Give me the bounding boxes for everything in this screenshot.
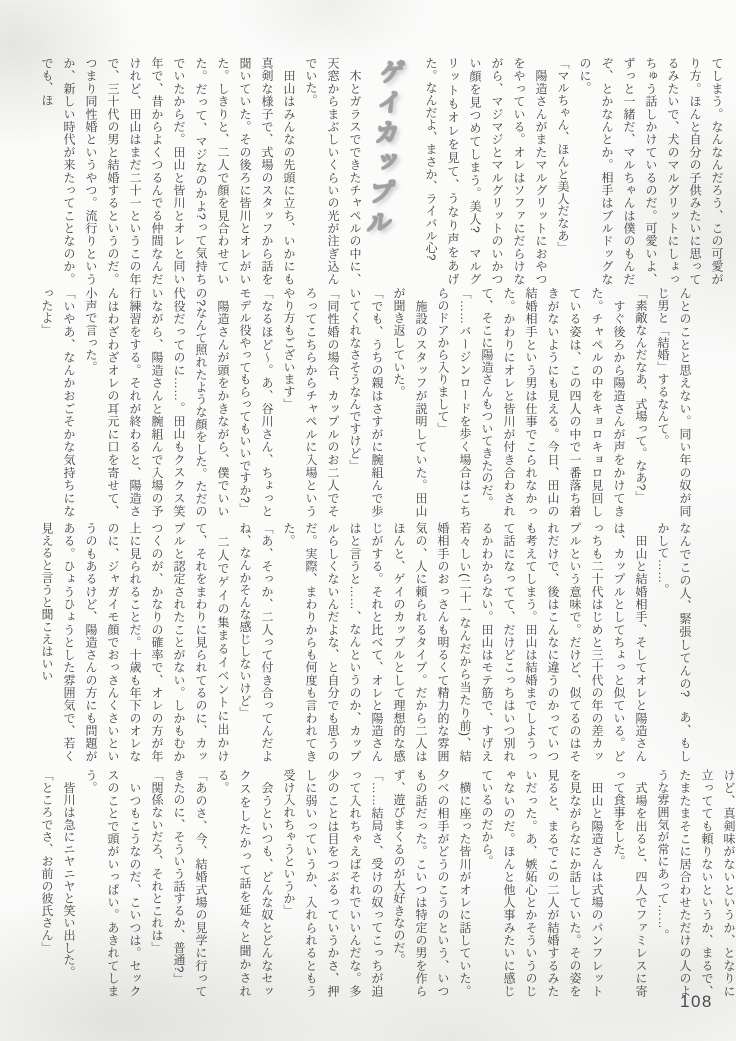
paragraph: 陽造さんが頭をかきながら、僕でいいの?なんて照れたような顔をした。ただの代役だってのに……。田山もクスクス笑いながら、陽造さんと腕組んで入場の予行練習をする。それが終わると、陽造さんはわざわざオレの耳元に口を寄せて、小声で言った。 — [84, 287, 230, 517]
paragraph: 木とガラスでできたチャペルの中に、天窓からまぶしいくらいの光が注ぎ込んでいた。 — [304, 57, 362, 285]
paragraph: 施設のスタッフが説明していた。田山が聞き返していた。 — [392, 287, 428, 517]
band-1-after-title — [36, 57, 366, 285]
paragraph: 「ところでさ、お前の彼氏さん」 — [40, 769, 54, 954]
paragraph: 会うといつも、どんな奴とどんなセックスをしたかって話を延々と聞かされる。 — [216, 769, 274, 997]
text-band-1 — [36, 57, 728, 285]
paragraph: なんでこの人、緊張してんの? あ、もしかして……。 — [656, 522, 692, 762]
paragraph: 「マルちゃん、ほんと美人だなあ」 — [556, 57, 570, 254]
paragraph: 「関係ないだろ、それとこれは」 — [150, 769, 164, 954]
text-band-2 — [36, 287, 696, 517]
page-content — [36, 57, 736, 997]
band-1-before-title — [420, 57, 728, 285]
paragraph: いつもこうなのだ、こいつは。セックスのことで頭がいっぱい。あきれてしまう。 — [84, 769, 142, 997]
paragraph: 「あ、そっか、二人って付き合ってんだよね、なんかそんな感じしないけど」 — [238, 522, 274, 762]
paragraph: 「あのさ、今、結婚式場の見学に行ってきたのに、そういう話するか、普通?」 — [172, 769, 208, 997]
text-band-4 — [36, 769, 736, 997]
text-band-3 — [36, 522, 696, 762]
paragraph: 式場を出ると、四人でファミレスに寄って食事をした。 — [612, 769, 648, 997]
paragraph: 皆川は急にニヤニヤと笑い出した。 — [62, 769, 76, 979]
paragraph: 「素敵なんだなあ、式場って。なあ?」 — [634, 287, 648, 504]
paragraph: んとのことと思えない。同い年の奴が同じ男と「結婚」するなんて。 — [656, 287, 692, 517]
paragraph: 田山はみんなの先頭に立ち、いかにも真剣な様子で、式場のスタッフから話を聞いていた。その後ろに皆川とオレがいた。しきりと、二人で顔を見合わせていた。だって、マジなのかよ?って気持ちでいたからだ。田山と皆川とオレと同い年で、昔からよくつるんでる仲間なんだけれど、田山はまだ二十一というこの年で、三十代の男と結婚するというのだ。つまり同性婚というやつ。流行りというか、新しい時代が来たってことなのか。でも、ほ — [40, 57, 296, 285]
paragraph: 「……結局さ、受けの奴ってこっちが迫って入れちゃえばそれでいいんだな。多少のことは目をつぶるっていうかさ、押しに弱いっていうか、入れられるともう受け入れちゃうというか」 — [282, 769, 384, 997]
paragraph: 「……バージンロードを歩く場合はこちらのドアから入りまして」 — [436, 287, 472, 517]
section-title: ゲイカップル — [362, 59, 406, 239]
paragraph: 「同性婚の場合、カップルのお二人でそろってこちらからチャペルに入場というやり方もございます」 — [282, 287, 340, 517]
paragraph: 「でも、うちの親はさすがに腕組んで歩いてくれなさそうなんですけど」 — [348, 287, 384, 517]
paragraph: 横に座った皆川がオレに話していた。夕べの相手がどうのこうのという、いつもの話だった。こいつは特定の男を作らず、遊びまくるのが大好きなのだ。 — [392, 769, 472, 997]
paragraph: すぐ後ろから陽造さんが声をかけてきた。チャペルの中をキョロキョロ見回している姿は、この四人の中で一番落ち着きがないようにも見える。今日、田山の結婚相手という男は仕事でこられなかった。かわりにオレと皆川が付き合わされて、そこに陽造さんもついてきたのだ。 — [480, 287, 626, 517]
paragraph: てしまう。なんなんだろう、この可愛がり方。ほんと自分の子供みたいに思ってるみたいで、犬のマルグリットにしょっちゅう話しかけているのだ。可愛いよ、ずっと一緒だ、マルちゃんは僕のもんだぞ、とかなんとか。相手はブルドッグなのに。 — [578, 57, 724, 285]
paragraph: けど、真剣味がないというか、となりに立ってても頼りないというか、まるで、たまたまそこに居合わせただけの人のような雰囲気が常にあって……。 — [656, 769, 736, 997]
paragraph: 二人でゲイの集まるイベントに出かけて、それをまわりに見られてるのに、カップルと認定されたことがない。しかもむかつくのが、かなりの確率で、オレの方が年上に見られることだ。十歳も年下のオレなのに、ジャガイモ顔でおっさんくさいというのもあるけど、陽造さんの方にも問題がある。ひょうひょうとした雰囲気で、若く見えると言うと聞こえはいい — [40, 522, 230, 762]
paragraph: 陽造さんがまたマルグリットにおやつをやっている。オレはソファにだらけながら、マジマジとマルグリットのいかつい顔を見つめてしまう。美人? マルグリットもオレを見て、うなり声をあげた。なんだよ、まさか、ライバル心? — [424, 57, 548, 285]
paragraph: 「なるほど〜。あ、谷川さん、ちょっとモデル役やってもらってもいいですか?」 — [238, 287, 274, 517]
page-number: 108 — [680, 992, 713, 1011]
paragraph: 田山と結婚相手、そしてオレと陽造さんは、カップルとしてちょっと似ている。どっちも二十代はじめと三十代の年の差カップルという意味で。だけど、似てるのはそれだけで、後はこんなに違うのかっていつも考えてしまう。田山は結婚までしようって話になってて、だけどこっちはいつ別れるかわからない。田山はモテ筋で、すげえ若々しい(二十一なんだから当たり前)、結婚相手のおっさんも明るくて精力的な雰囲気の、人に頼られるタイプ。だから二人はほんと、ゲイのカップルとして理想的な感じがする。それと比べて、オレと陽造さんはと言うと……、なんというのか、カップルらしくないんだよな、と自分でも思うのだ。実際、まわりからも何度も言われてきた。 — [282, 522, 648, 762]
paragraph: 「いやあ、なんかおごそかな気持ちになったよ」 — [40, 287, 76, 517]
paragraph: 田山と陽造さんは式場のパンフレットを見ながらなにか話していた。その姿を見ると、まるでこの二人が結婚するみたいだった。あ、嫉妬心とかそういうのじゃないのだ。ほんと他人事みたいに感じているのだから。 — [480, 769, 604, 997]
